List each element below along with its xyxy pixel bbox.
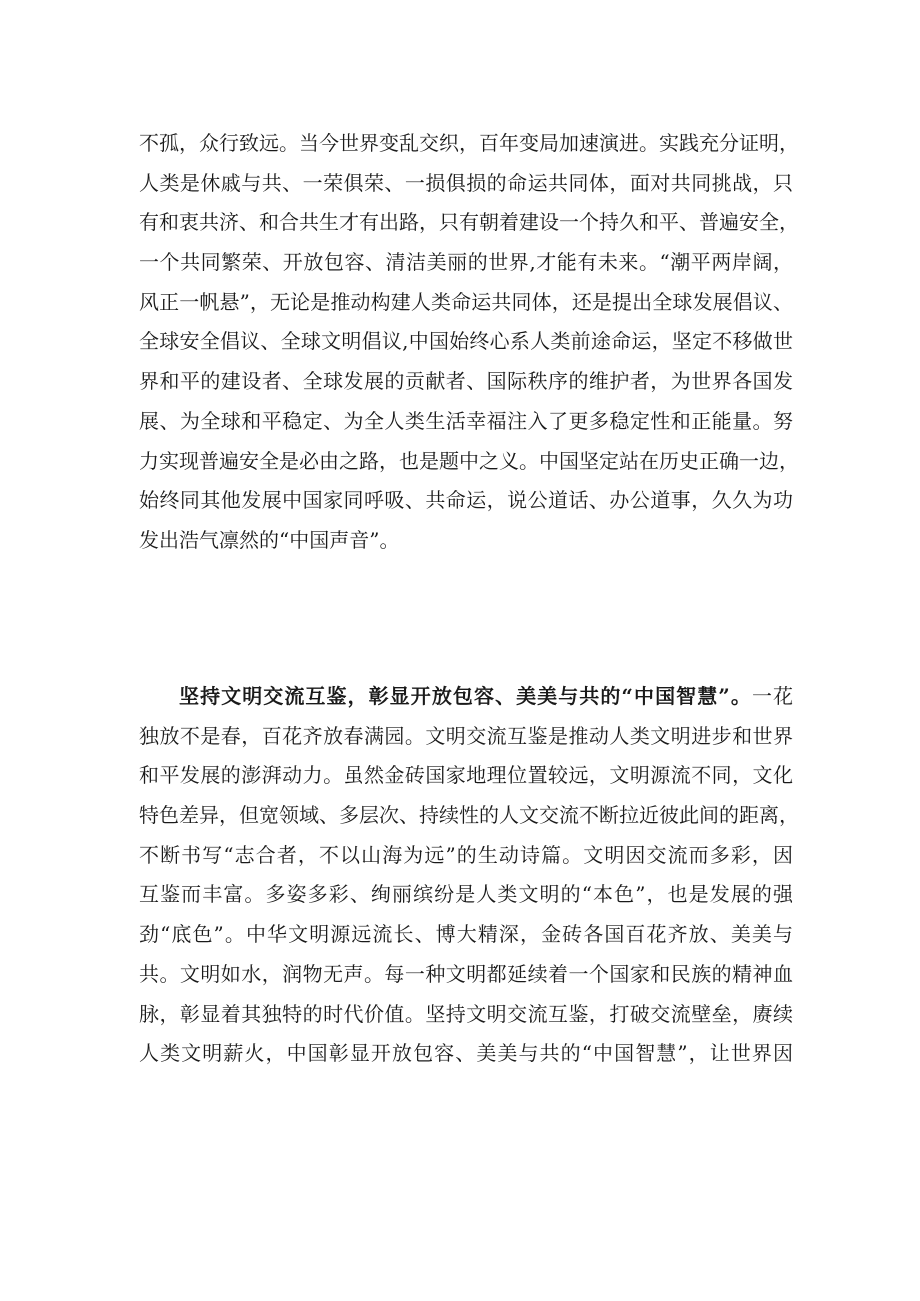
text-line: 独放不是春，百花齐放春满园。文明交流互鉴是推动人类文明进步和世界 (139, 723, 793, 748)
text-line: 不断书写“志合者，不以山海为远”的生动诗篇。文明因交流而多彩，因 (139, 842, 793, 867)
paragraph-heading: 坚持文明交流互鉴，彰显开放包容、美美与共的“中国智慧”。 (179, 684, 752, 708)
text-line: 人类文明薪火，中国彰显开放包容、美美与共的“中国智慧”，让世界因 (139, 1041, 793, 1066)
text-line: 风正一帆悬”，无论是推动构建人类命运共同体，还是提出全球发展倡议、 (139, 289, 793, 314)
text-line: 界和平的建设者、全球发展的贡献者、国际秩序的维护者，为世界各国发 (139, 369, 793, 394)
text-line: 互鉴而丰富。多姿多彩、绚丽缤纷是人类文明的“本色”，也是发展的强 (139, 882, 793, 907)
text-line: 一个共同繁荣、开放包容、清洁美丽的世界,才能有未来。“潮平两岸阔， (139, 250, 793, 275)
text-line: 展、为全球和平稳定、为全人类生活幸福注入了更多稳定性和正能量。努 (139, 408, 793, 433)
text-line: 力实现普遍安全是必由之路，也是题中之义。中国坚定站在历史正确一边， (139, 448, 799, 473)
text-line: 人类是休戚与共、一荣俱荣、一损俱损的命运共同体，面对共同挑战，只 (139, 170, 793, 195)
text-line: 发出浩气凛然的“中国声音”。 (139, 527, 400, 552)
paragraph-chinese-voice (139, 124, 799, 561)
text-line: 脉，彰显着其独特的时代价值。坚持文明交流互鉴，打破交流壁垒，赓续 (139, 1001, 793, 1026)
text-line: 劲“底色”。中华文明源远流长、博大精深，金砖各国百花齐放、美美与 (139, 922, 793, 947)
text-line: 共。文明如水，润物无声。每一种文明都延续着一个国家和民族的精神血 (139, 961, 793, 986)
text-line: 和平发展的澎湃动力。虽然金砖国家地理位置较远，文明源流不同，文化 (139, 763, 793, 788)
text-line: 全球安全倡议、全球文明倡议,中国始终心系人类前途命运，坚定不移做世 (139, 329, 793, 354)
paragraph-chinese-wisdom (139, 677, 799, 1074)
text-line: 始终同其他发展中国家同呼吸、共命运，说公道话、办公道事，久久为功 (139, 488, 793, 513)
text-line: 特色差异，但宽领域、多层次、持续性的人文交流不断拉近彼此间的距离， (139, 803, 799, 828)
heading-continuation: 一花 (751, 684, 794, 708)
text-line: 不孤，众行致远。当今世界变乱交织，百年变局加速演进。实践充分证明， (139, 131, 799, 155)
text-line: 有和衷共济、和合共生才有出路，只有朝着建设一个持久和平、普遍安全， (139, 210, 799, 235)
paragraph-first-line (139, 677, 793, 717)
